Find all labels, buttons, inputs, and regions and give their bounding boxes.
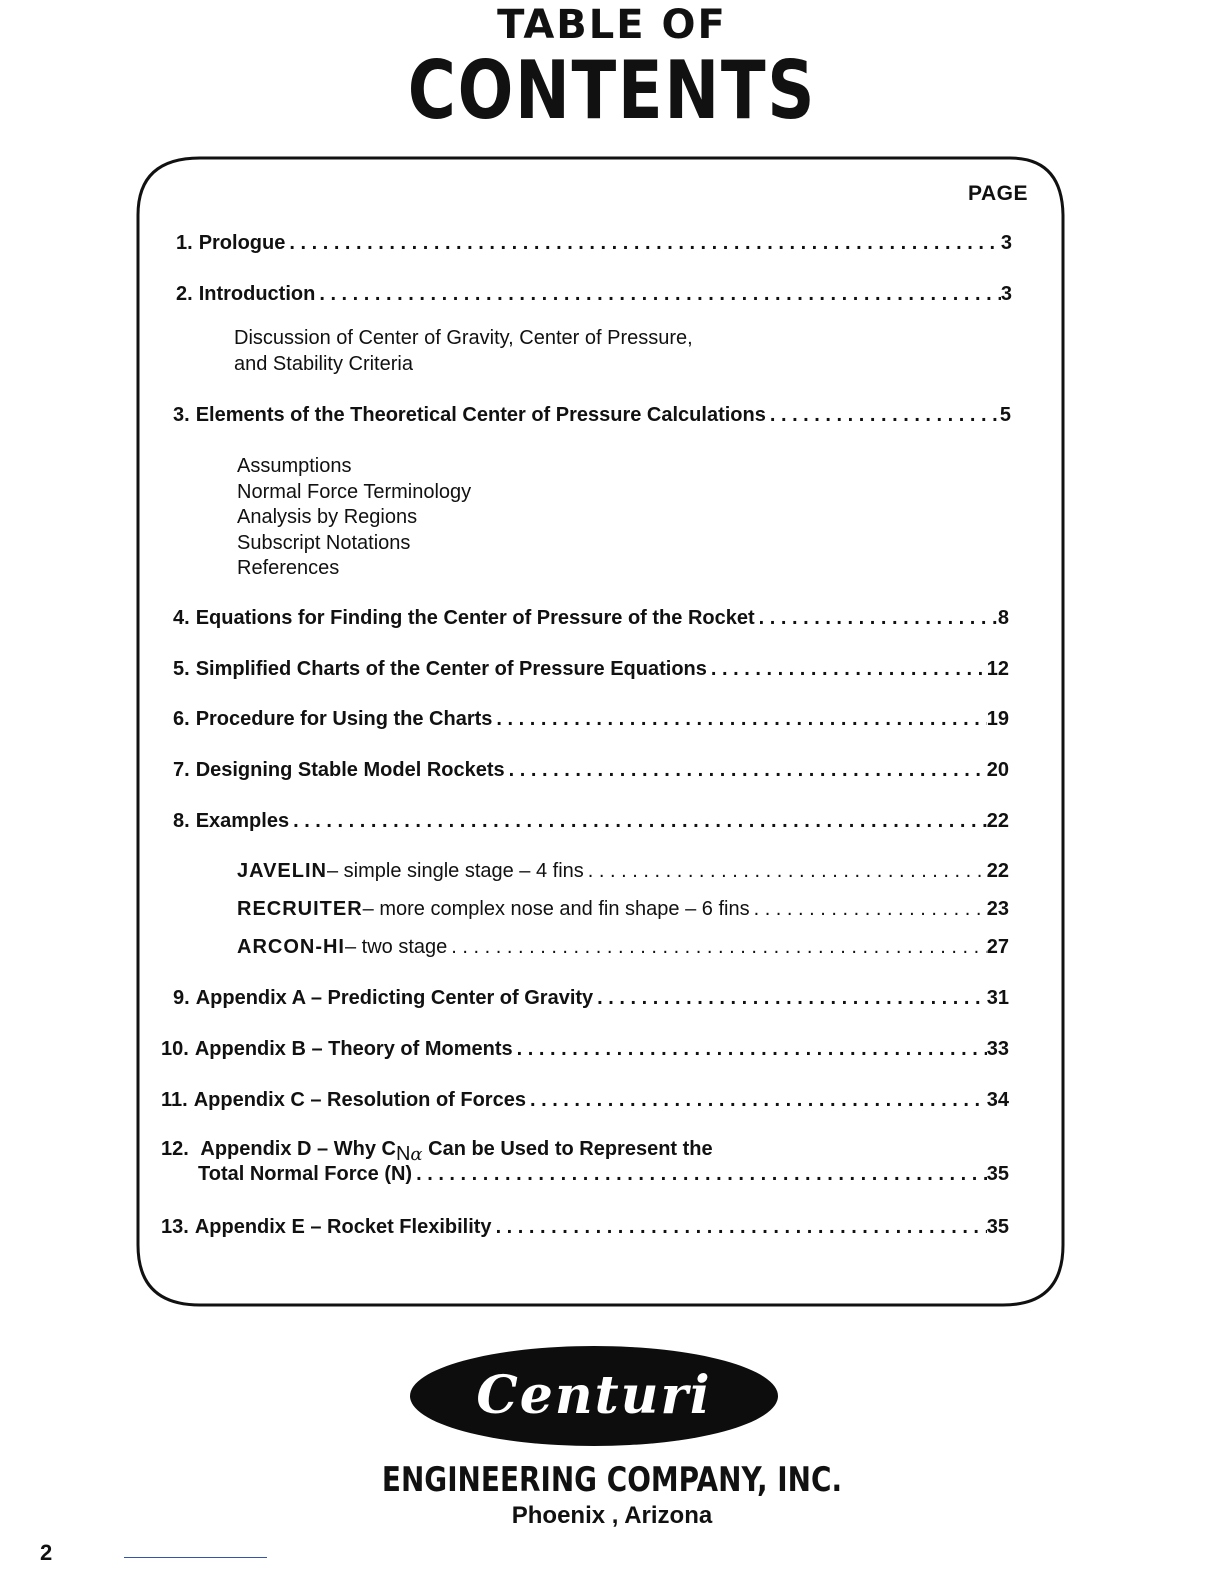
entry-label-part1: Appendix D – Why C [200, 1138, 396, 1160]
entry-page: 22 [986, 810, 1009, 832]
leader-dots [707, 658, 987, 681]
leader-dots [492, 1216, 987, 1239]
entry-number: 1. [176, 232, 193, 254]
entry-label: Prologue [198, 232, 286, 254]
page-column-header: PAGE [968, 182, 1028, 205]
entry-page: 8 [997, 607, 1009, 629]
example-page: 23 [986, 898, 1009, 920]
toc-entry-appendix-b[interactable] [161, 1038, 1009, 1061]
entry-label-line2: Total Normal Force (N) [198, 1163, 413, 1185]
entry-page: 3 [1000, 283, 1012, 305]
entry-label: Simplified Charts of the Center of Pressure Equations [195, 658, 707, 680]
entry-label: Designing Stable Model Rockets [195, 759, 505, 781]
entry-page: 33 [986, 1038, 1009, 1060]
entry-number: 11. [161, 1089, 188, 1111]
entry-number: 8. [173, 810, 190, 832]
appendix-d-row-2 [198, 1163, 1009, 1186]
toc-entry-appendix-c[interactable] [161, 1089, 1009, 1112]
logo-text: Centuri [476, 1365, 712, 1426]
toc-entry-examples[interactable] [173, 810, 1009, 833]
introduction-sub-1: Discussion of Center of Gravity, Center of Pressure, [234, 327, 693, 349]
leader-dots [505, 759, 987, 782]
toc-entry-appendix-a[interactable] [173, 987, 1009, 1010]
example-desc: – more complex nose and fin shape – 6 fins [362, 898, 750, 920]
toc-entry-elements[interactable] [173, 404, 1011, 427]
entry-number: 3. [173, 404, 190, 426]
entry-number: 13. [161, 1216, 189, 1238]
subscript-n: N [395, 1143, 411, 1165]
entry-label: Examples [195, 810, 290, 832]
example-arcon-hi[interactable] [237, 936, 1009, 959]
entry-page: 31 [986, 987, 1009, 1009]
entry-page: 34 [986, 1089, 1009, 1111]
leader-dots [593, 987, 987, 1010]
leader-dots [750, 898, 987, 921]
entry-page: 12 [986, 658, 1009, 680]
leader-dots [412, 1163, 987, 1186]
toc-entry-charts[interactable] [173, 658, 1009, 681]
toc-entry-appendix-e[interactable] [161, 1216, 1009, 1239]
entry-number: 4. [173, 607, 190, 629]
entry-page: 35 [986, 1216, 1009, 1238]
entry-page: 35 [986, 1163, 1009, 1185]
example-name: ARCON-HI [237, 936, 345, 958]
leader-dots [315, 283, 1001, 306]
leader-dots [285, 232, 1001, 255]
company-location: Phoenix , Arizona [511, 1502, 713, 1529]
leader-dots [766, 404, 1000, 427]
example-page: 22 [986, 860, 1009, 882]
toc-entry-appendix-d[interactable] [161, 1138, 1009, 1186]
entry-number: 7. [173, 759, 190, 781]
toc-entry-introduction[interactable] [176, 283, 1012, 306]
leader-dots [584, 860, 987, 883]
leader-dots [289, 810, 987, 833]
entry-number: 12. [161, 1138, 189, 1160]
elements-sub-1: Assumptions [237, 455, 352, 477]
example-javelin[interactable] [237, 860, 1009, 883]
toc-entry-designing[interactable] [173, 759, 1009, 782]
entry-label: Equations for Finding the Center of Pressure of the Rocket [195, 607, 755, 629]
entry-label: Appendix E – Rocket Flexibility [194, 1216, 492, 1238]
example-desc: – two stage [345, 936, 448, 958]
company-name: ENGINEERING COMPANY, INC. [381, 1460, 843, 1500]
toc-entry-equations[interactable] [173, 607, 1009, 630]
entry-label: Appendix A – Predicting Center of Gravity [195, 987, 594, 1009]
entry-number: 6. [173, 708, 190, 730]
entry-label-part2: Can be Used to Represent the [428, 1138, 713, 1160]
example-recruiter[interactable] [237, 898, 1009, 921]
entry-page: 5 [999, 404, 1011, 426]
elements-sub-2: Normal Force Terminology [237, 481, 472, 503]
title-line-1: TABLE OF [497, 2, 727, 48]
entry-number: 9. [173, 987, 190, 1009]
elements-sub-5: References [237, 557, 340, 579]
leader-dots [513, 1038, 987, 1061]
entry-label: Procedure for Using the Charts [195, 708, 493, 730]
entry-number: 10. [161, 1038, 189, 1060]
title-line-2: CONTENTS [407, 44, 817, 137]
entry-label: Appendix B – Theory of Moments [194, 1038, 513, 1060]
appendix-d-row-1 [161, 1138, 1009, 1165]
entry-page: 3 [1000, 232, 1012, 254]
entry-label: Appendix C – Resolution of Forces [193, 1089, 526, 1111]
leader-dots [755, 607, 998, 630]
entry-number: 5. [173, 658, 190, 680]
elements-sub-3: Analysis by Regions [237, 506, 418, 528]
footer-rule [124, 1557, 267, 1558]
toc-entry-procedure[interactable] [173, 708, 1009, 731]
introduction-sub-2: and Stability Criteria [234, 353, 413, 375]
centuri-logo [409, 1345, 779, 1447]
entry-label: Introduction [198, 283, 316, 305]
entry-number: 2. [176, 283, 193, 305]
example-desc: – simple single stage – 4 fins [326, 860, 584, 882]
greek-alpha: α [410, 1144, 423, 1165]
leader-dots [492, 708, 986, 731]
page-number: 2 [40, 1540, 53, 1565]
entry-label: Elements of the Theoretical Center of Pressure Calculations [195, 404, 766, 426]
example-name: JAVELIN [237, 860, 327, 882]
leader-dots [526, 1089, 987, 1112]
example-name: RECRUITER [237, 898, 363, 920]
entry-page: 20 [986, 759, 1009, 781]
entry-page: 19 [986, 708, 1009, 730]
toc-entry-prologue[interactable] [176, 232, 1012, 255]
leader-dots [447, 936, 986, 959]
elements-sub-4: Subscript Notations [237, 532, 411, 554]
example-page: 27 [986, 936, 1009, 958]
